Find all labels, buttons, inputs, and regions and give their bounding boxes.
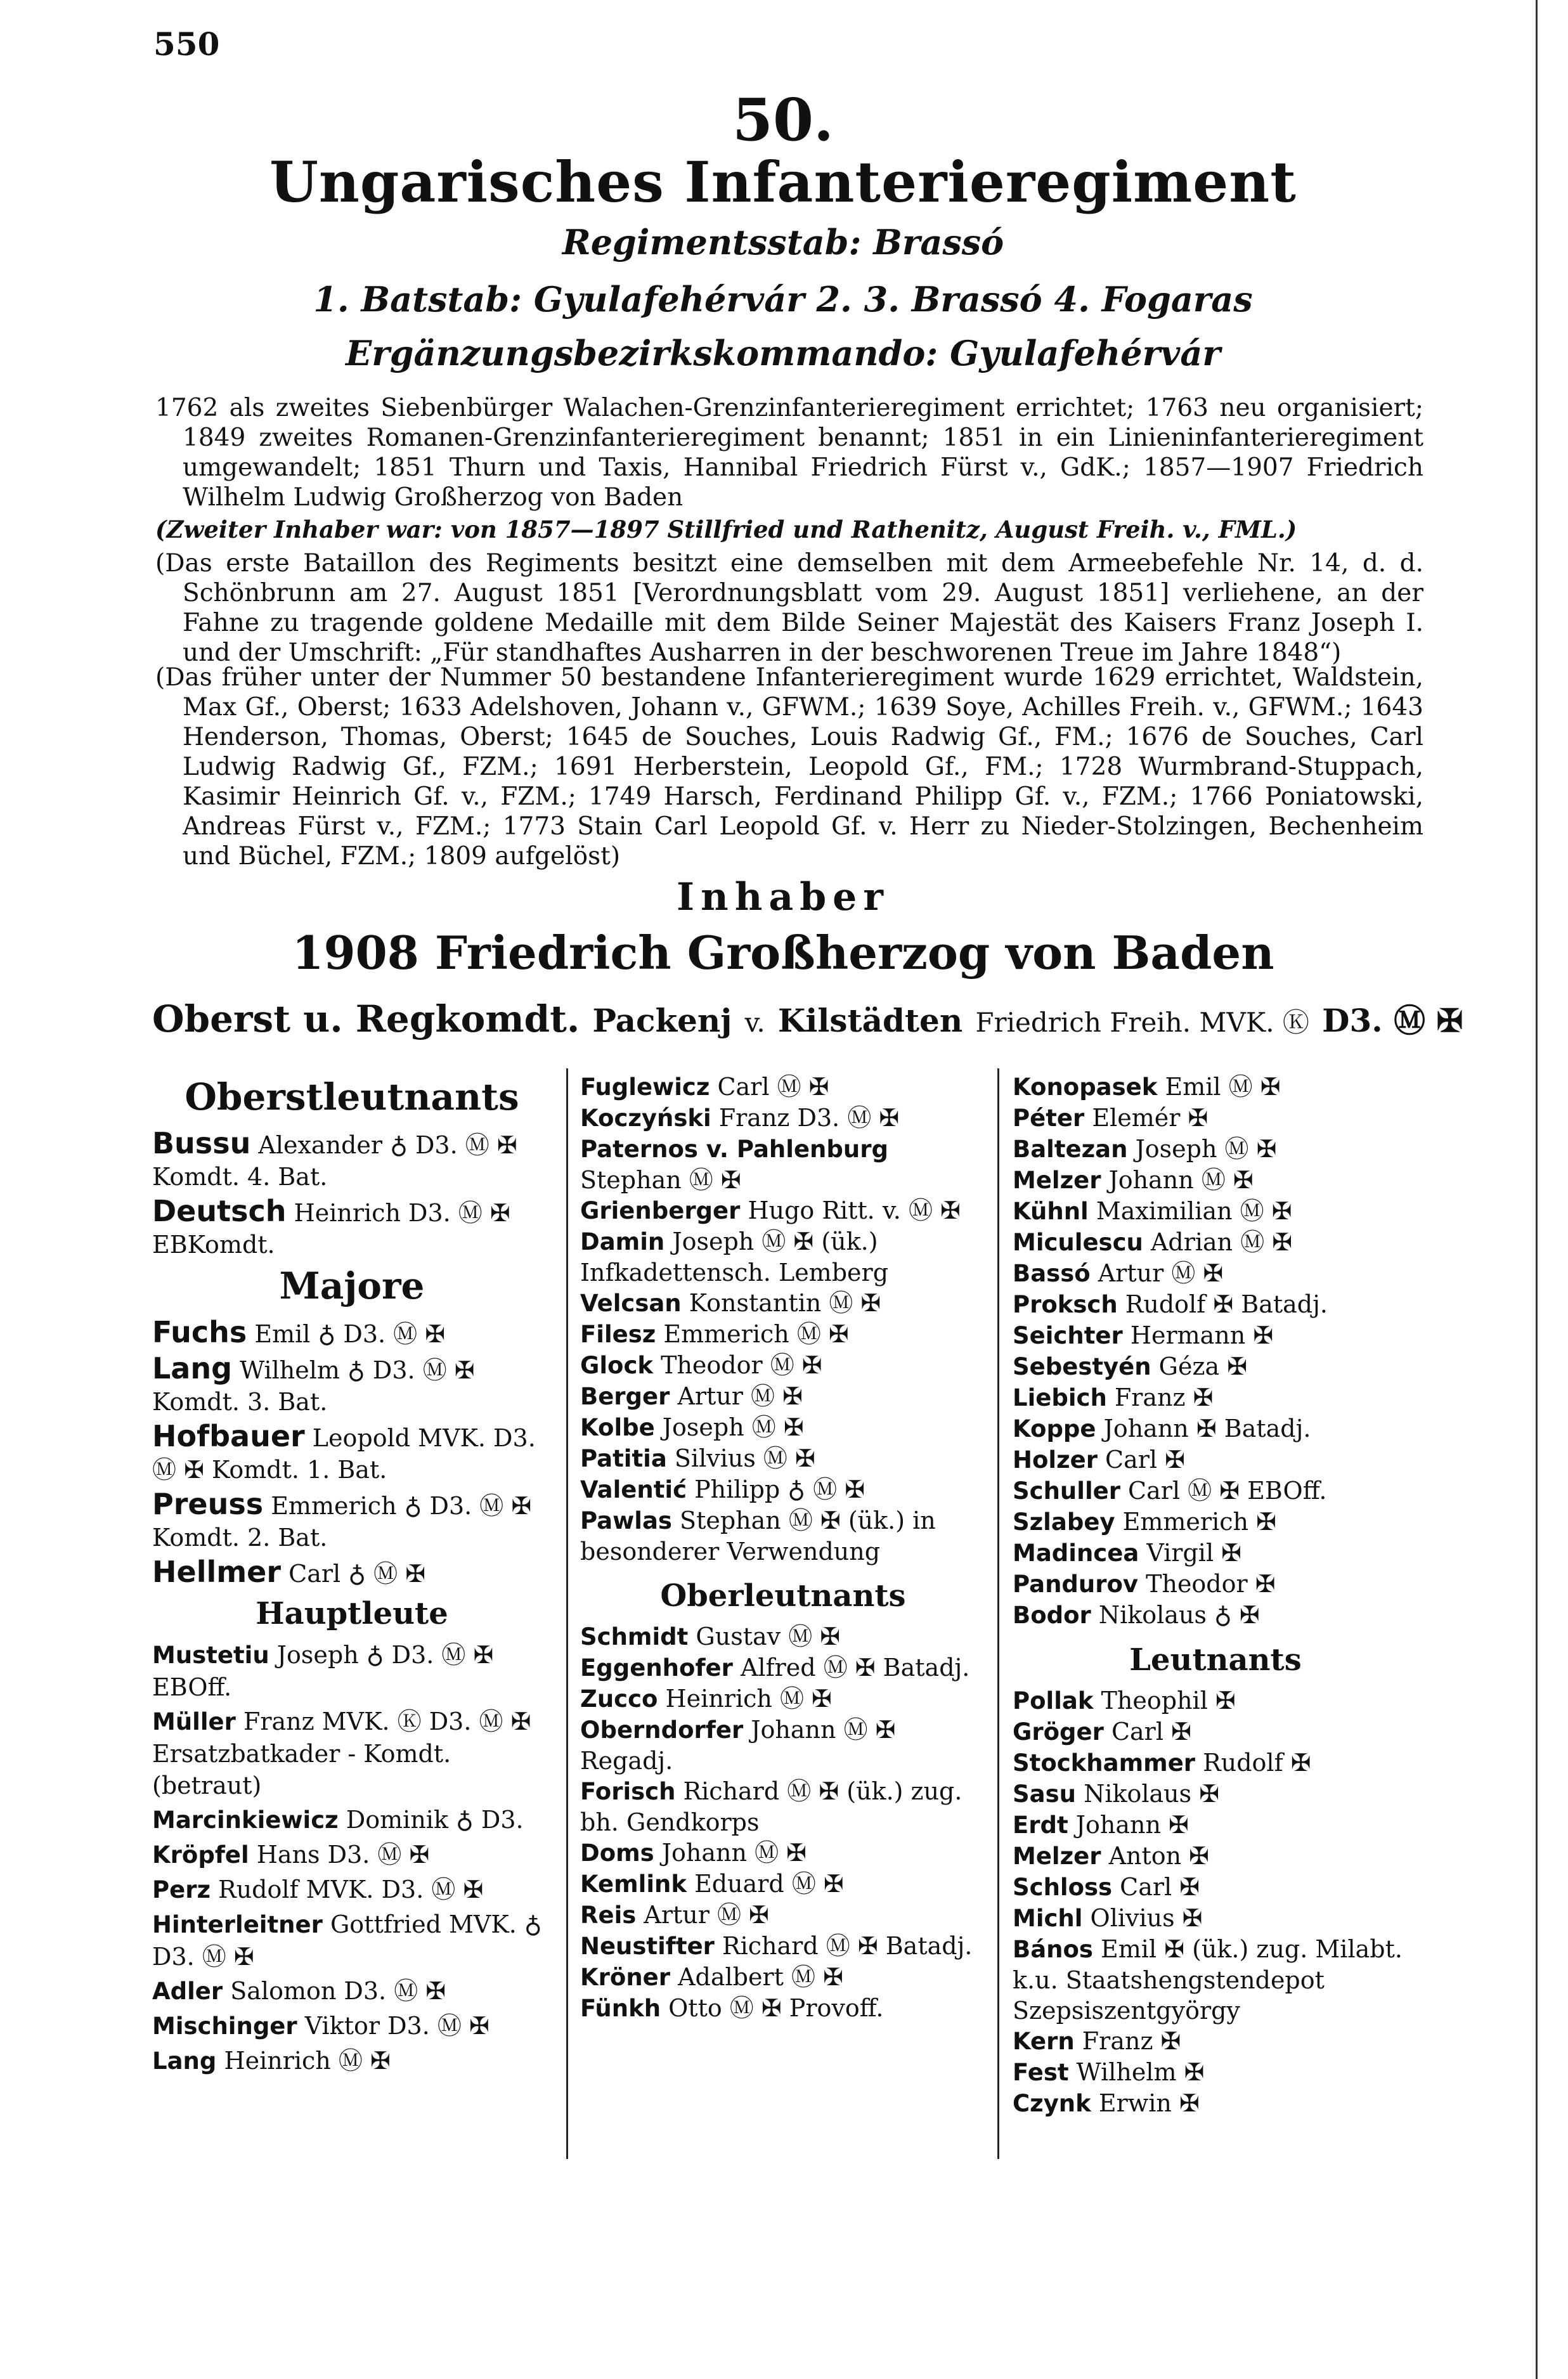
roster-entry <box>152 1352 552 1418</box>
roster-entry <box>1013 2026 1418 2057</box>
roster-entry <box>1013 1413 1418 1444</box>
officer-surname: Preuss <box>152 1487 264 1521</box>
officer-surname: Koczyński <box>580 1105 711 1132</box>
officer-surname: Neustifter <box>580 1933 715 1960</box>
roster-entry <box>1013 1685 1418 1716</box>
officer-details: Carl ♁ Ⓜ ✠ <box>281 1560 426 1588</box>
officer-details: Joseph Ⓜ ✠ (ük.) Infkadettensch. Lemberg <box>580 1228 889 1287</box>
officer-details: Stephan Ⓜ ✠ (ük.) in besonderer Verwendung <box>580 1507 936 1565</box>
officer-details: Hans D3. Ⓜ ✠ <box>249 1841 430 1869</box>
officer-details: Johann ✠ <box>1068 1811 1189 1839</box>
roster-entry <box>1013 1134 1418 1165</box>
officer-details: Carl ✠ <box>1097 1446 1185 1474</box>
roster-entry <box>580 1776 986 1838</box>
officer-surname: Miculescu <box>1013 1229 1143 1256</box>
heading-majore: Majore <box>279 1264 425 1307</box>
colonel-surname-b: Kilstädten <box>777 1002 963 1039</box>
officer-surname: Schloss <box>1013 1874 1113 1901</box>
history-paragraph-3 <box>155 548 1423 668</box>
roster-entry <box>1013 2057 1418 2088</box>
roster-entry <box>580 1381 986 1412</box>
column-divider-left <box>566 1068 568 2159</box>
officer-details: Anton ✠ <box>1101 1842 1210 1870</box>
officer-surname: Konopasek <box>1013 1073 1158 1101</box>
roster-entry <box>1013 1165 1418 1196</box>
officer-details: Emmerich ✠ <box>1115 1508 1276 1536</box>
officer-surname: Mustetiu <box>152 1642 269 1669</box>
officer-details: Joseph Ⓜ ✠ <box>654 1413 804 1441</box>
column-right <box>1013 1072 1418 2119</box>
battalion-staffs: 1. Batstab: Gyulafehérvár 2. 3. Brassó 4. Fogaras <box>313 279 1253 320</box>
roster-entry <box>1013 1538 1418 1569</box>
officer-details: Theodor ✠ <box>1138 1570 1276 1598</box>
officer-details: Hermann ✠ <box>1122 1321 1274 1349</box>
colonel-decorations: D3. Ⓜ ✠ <box>1322 1002 1463 1039</box>
officer-details: Johann Ⓜ ✠ <box>1101 1166 1254 1194</box>
list-leutnants <box>1013 1685 1418 2119</box>
officer-details: Joseph Ⓜ ✠ <box>1127 1135 1277 1163</box>
roster-entry <box>580 1869 986 1900</box>
officer-surname: Deutsch <box>152 1194 287 1228</box>
roster-entry <box>580 1838 986 1869</box>
officer-surname: Eggenhofer <box>580 1654 733 1682</box>
officer-details: Richard Ⓜ ✠ (ük.) zug. bh. Gendkorps <box>580 1777 962 1836</box>
officer-surname: Michl <box>1013 1905 1083 1932</box>
officer-surname: Fuchs <box>152 1315 247 1349</box>
roster-entry <box>1013 1810 1418 1841</box>
roster-entry <box>152 1909 552 1973</box>
officer-details: Rudolf MVK. D3. Ⓜ ✠ <box>211 1876 484 1903</box>
colonel-given: Friedrich Freih. MVK. Ⓚ <box>975 1007 1309 1038</box>
officer-details: Heinrich D3. Ⓜ ✠ EBKomdt. <box>152 1199 510 1259</box>
roster-entry <box>1013 1600 1418 1631</box>
officer-surname: Fünkh <box>580 1995 661 2022</box>
officer-surname: Fest <box>1013 2059 1069 2086</box>
officer-surname: Hofbauer <box>152 1419 305 1453</box>
roster-entry <box>580 1319 986 1350</box>
recruiting-district: Ergänzungsbezirkskommando: Gyulafehérvár <box>346 333 1221 373</box>
officer-surname: Valentić <box>580 1476 687 1503</box>
history-paragraph-2: (Zweiter Inhaber war: von 1857—1897 Stillfried und Rathenitz, August Freih. v., FML.) <box>155 515 1297 543</box>
roster-entry <box>580 1900 986 1931</box>
officer-details: Emmerich Ⓜ ✠ <box>656 1320 849 1348</box>
roster-entry <box>1013 1258 1418 1289</box>
roster-entry <box>152 1195 552 1261</box>
officer-surname: Perz <box>152 1876 211 1903</box>
officer-surname: Grienberger <box>580 1197 741 1224</box>
officer-details: Adrian Ⓜ ✠ <box>1143 1228 1293 1256</box>
officer-surname: Erdt <box>1013 1812 1068 1839</box>
officer-details: Franz D3. Ⓜ ✠ <box>711 1104 900 1132</box>
heading-oberstleutnants: Oberstleutnants <box>185 1075 519 1118</box>
officer-surname: Kern <box>1013 2028 1075 2055</box>
roster-entry <box>1013 1716 1418 1747</box>
officer-surname: Hellmer <box>152 1555 282 1589</box>
roster-entry <box>152 1804 552 1836</box>
officer-details: Gottfried MVK. ♁ D3. Ⓜ ✠ <box>152 1910 542 1971</box>
officer-details: Philipp ♁ Ⓜ ✠ <box>687 1475 865 1503</box>
roster-entry <box>1013 1872 1418 1903</box>
roster-entry <box>152 2010 552 2042</box>
officer-details: Joseph ♁ D3. Ⓜ ✠ EBOff. <box>152 1641 494 1701</box>
officer-surname: Bussu <box>152 1126 251 1160</box>
column-middle <box>580 1072 986 2024</box>
officer-details: Artur Ⓜ ✠ <box>636 1901 769 1929</box>
roster-entry <box>1013 1475 1418 1507</box>
roster-entry <box>1013 1903 1418 1934</box>
officer-details: Richard Ⓜ ✠ Batadj. <box>714 1932 973 1960</box>
roster-entry <box>580 1134 986 1195</box>
roster-entry <box>1013 1072 1418 1103</box>
officer-details: Virgil ✠ <box>1139 1539 1242 1567</box>
list-oberleutnants <box>580 1621 986 2024</box>
officer-surname: Koppe <box>1013 1415 1096 1442</box>
officer-surname: Paternos v. Pahlenburg <box>580 1136 888 1163</box>
roster-entry <box>580 1412 986 1443</box>
officer-surname: Glock <box>580 1352 654 1379</box>
officer-surname: Liebich <box>1013 1384 1107 1411</box>
history-text-3: (Das erste Bataillon des Regiments besitzt eine demselben mit dem Armeebefehle Nr. 14, d. d. Schönbrunn am 27. August 1851 [Verordnungsblatt vom 29. August 1851] verliehene, an der Fahne zu tragende goldene Medaille mit dem Bilde Seiner Majestät des Kaisers Franz Joseph I. und der Umschrift: „Für standhaftes Ausharren in der beschworenen Treue im Jahre 1848“) <box>155 549 1423 667</box>
roster-entry <box>1013 1507 1418 1538</box>
officer-surname: Bassó <box>1013 1260 1091 1287</box>
officer-details: Stephan Ⓜ ✠ <box>580 1166 741 1194</box>
officer-details: Emil Ⓜ ✠ <box>1157 1073 1281 1101</box>
roster-entry <box>1013 1382 1418 1413</box>
roster-entry <box>1013 2088 1418 2119</box>
officer-surname: Schmidt <box>580 1623 689 1650</box>
officer-surname: Mischinger <box>152 2013 297 2040</box>
roster-entry <box>1013 1569 1418 1600</box>
officer-surname: Kröpfel <box>152 1841 249 1869</box>
list-hauptleute <box>152 1639 552 2077</box>
officer-surname: Stockhammer <box>1013 1749 1196 1777</box>
officer-details: Eduard Ⓜ ✠ <box>686 1870 844 1898</box>
officer-surname: Damin <box>580 1228 665 1255</box>
officer-details: Carl Ⓜ ✠ EBOff. <box>1120 1477 1327 1505</box>
officer-surname: Schuller <box>1013 1477 1120 1505</box>
officer-details: Emil ♁ D3. Ⓜ ✠ <box>247 1320 446 1348</box>
colonel-rank: Oberst u. Regkomdt. <box>152 997 580 1040</box>
officer-details: Carl Ⓜ ✠ <box>709 1073 829 1101</box>
roster-entry <box>1013 1934 1418 2026</box>
inhaber-heading: Inhaber <box>677 875 890 919</box>
officer-details: Salomon D3. Ⓜ ✠ <box>223 1977 446 2005</box>
heading-oberleutnants: Oberleutnants <box>660 1578 906 1614</box>
officer-surname: Pandurov <box>1013 1571 1139 1598</box>
officer-surname: Lang <box>152 1351 233 1385</box>
officer-details: Otto Ⓜ ✠ Provoff. <box>661 1994 884 2022</box>
officer-details: Maximilian Ⓜ ✠ <box>1088 1197 1292 1225</box>
roster-entry <box>1013 1289 1418 1320</box>
officer-details: Artur Ⓜ ✠ <box>670 1382 803 1410</box>
roster-entry <box>580 1103 986 1134</box>
officer-details: Artur Ⓜ ✠ <box>1090 1259 1224 1287</box>
officer-details: Theophil ✠ <box>1093 1687 1236 1715</box>
officer-surname: Seichter <box>1013 1322 1123 1349</box>
officer-details: Leopold MVK. D3. Ⓜ ✠ Komdt. 1. Bat. <box>152 1424 536 1484</box>
roster-entry <box>1013 1779 1418 1810</box>
roster-entry <box>152 1839 552 1871</box>
officer-surname: Berger <box>580 1383 670 1410</box>
officer-surname: Gröger <box>1013 1718 1104 1746</box>
colonel-line <box>152 995 1463 1041</box>
officer-details: Konstantin Ⓜ ✠ <box>681 1289 881 1317</box>
officer-surname: Melzer <box>1013 1843 1101 1870</box>
officer-details: Olivius ✠ <box>1082 1904 1203 1932</box>
officer-details: Erwin ✠ <box>1091 2089 1200 2117</box>
roster-entry <box>580 1993 986 2024</box>
officer-surname: Proksch <box>1013 1291 1118 1318</box>
officer-surname: Bános <box>1013 1936 1093 1963</box>
list-hauptleute-continued <box>580 1072 986 1567</box>
officer-surname: Lang <box>152 2047 217 2075</box>
officer-surname: Müller <box>152 1708 236 1735</box>
officer-details: Wilhelm ✠ <box>1068 2058 1205 2086</box>
roster-entry <box>580 1288 986 1319</box>
roster-entry <box>152 1975 552 2007</box>
column-divider-right <box>997 1068 999 2159</box>
officer-details: Wilhelm ♁ D3. Ⓜ ✠ Komdt. 3. Bat. <box>152 1356 475 1416</box>
officer-surname: Kröner <box>580 1964 671 1991</box>
officer-surname: Sebestyén <box>1013 1353 1151 1380</box>
roster-entry <box>1013 1103 1418 1134</box>
history-text-4: (Das früher unter der Nummer 50 bestandene Infanterieregiment wurde 1629 errichtet, Waldstein, Max Gf., Oberst; 1633 Adelshoven, Johann v., GFWM.; 1639 Soye, Achilles Freih. v., GFWM.; 1643 Henderson, Thomas, Oberst; 1645 de Souches, Louis Radwig Gf., FM.; 1676 de Souches, Carl Ludwig Radwig Gf., FZM.; 1691 Herberstein, Leopold Gf., FM.; 1728 Wurmbrand-Stuppach, Kasimir Heinrich Gf. v., FZM.; 1749 Harsch, Ferdinand Philipp Gf. v., FZM.; 1766 Poniatowski, Andreas Fürst v., FZM.; 1773 Stain Carl Leopold Gf. v. Herr zu Nieder-Stolzingen, Bechenheim und Büchel, FZM.; 1809 aufgelöst) <box>155 663 1423 871</box>
officer-surname: Zucco <box>580 1685 658 1713</box>
officer-surname: Bodor <box>1013 1602 1091 1629</box>
officer-details: Theodor Ⓜ ✠ <box>653 1351 822 1379</box>
roster-entry <box>580 1715 986 1776</box>
roster-entry <box>580 1072 986 1103</box>
officer-surname: Velcsan <box>580 1290 682 1317</box>
officer-details: Viktor D3. Ⓜ ✠ <box>297 2012 489 2040</box>
roster-entry <box>580 1683 986 1715</box>
roster-entry <box>152 1706 552 1801</box>
page-title: Ungarisches Infanterieregiment <box>269 149 1297 215</box>
officer-surname: Reis <box>580 1902 637 1929</box>
officer-surname: Pawlas <box>580 1507 672 1534</box>
roster-entry <box>152 1639 552 1703</box>
officer-surname: Marcinkiewicz <box>152 1806 339 1834</box>
list-majore <box>152 1316 552 1590</box>
roster-entry <box>580 1443 986 1474</box>
officer-details: Johann Ⓜ ✠ <box>654 1839 807 1867</box>
inhaber-owner: 1908 Friedrich Großherzog von Baden <box>292 926 1274 980</box>
roster-entry <box>580 1474 986 1505</box>
page-edge-rule <box>1536 0 1538 2379</box>
officer-details: Silvius Ⓜ ✠ <box>666 1444 815 1472</box>
officer-details: Heinrich Ⓜ ✠ <box>658 1685 832 1713</box>
heading-hauptleute: Hauptleute <box>256 1596 448 1631</box>
roster-entry <box>580 1350 986 1381</box>
officer-surname: Szlabey <box>1013 1508 1115 1536</box>
officer-surname: Madincea <box>1013 1540 1139 1567</box>
heading-leutnants: Leutnants <box>1129 1642 1302 1678</box>
officer-surname: Adler <box>152 1978 223 2005</box>
officer-surname: Holzer <box>1013 1446 1098 1474</box>
officer-surname: Czynk <box>1013 2090 1091 2117</box>
regiment-number: 50. <box>732 86 834 154</box>
officer-surname: Doms <box>580 1839 654 1867</box>
roster-entry <box>152 1874 552 1906</box>
officer-details: Hugo Ritt. v. Ⓜ ✠ <box>740 1196 961 1224</box>
list-oberstleutnants <box>152 1127 552 1261</box>
officer-details: Nikolaus ✠ <box>1075 1780 1220 1808</box>
officer-details: Dominik ♁ D3. <box>338 1806 524 1834</box>
roster-entry <box>1013 1841 1418 1872</box>
roster-entry <box>1013 1747 1418 1779</box>
roster-entry <box>152 1316 552 1350</box>
roster-entry <box>152 1556 552 1590</box>
officer-surname: Oberndorfer <box>580 1716 744 1744</box>
officer-details: Rudolf ✠ Batadj. <box>1117 1290 1328 1318</box>
officer-details: Emmerich ♁ D3. Ⓜ ✠ Komdt. 2. Bat. <box>152 1492 532 1552</box>
roster-entry <box>580 1621 986 1652</box>
roster-entry <box>580 1652 986 1683</box>
list-oberleutnants-continued <box>1013 1072 1418 1631</box>
officer-details: Elemér ✠ <box>1084 1104 1208 1132</box>
officer-details: Johann ✠ Batadj. <box>1096 1415 1311 1442</box>
roster-entry <box>580 1962 986 1993</box>
roster-entry <box>580 1226 986 1288</box>
roster-entry <box>1013 1351 1418 1382</box>
officer-surname: Patitia <box>580 1445 667 1472</box>
officer-details: Alfred Ⓜ ✠ Batadj. <box>732 1654 970 1682</box>
roster-entry <box>1013 1196 1418 1227</box>
officer-details: Franz MVK. Ⓚ D3. Ⓜ ✠ Ersatzbatkader - Komdt. (betraut) <box>152 1708 531 1799</box>
officer-details: Carl ✠ <box>1112 1873 1200 1901</box>
roster-entry <box>152 1488 552 1553</box>
history-paragraph-4 <box>155 663 1423 871</box>
officer-details: Géza ✠ <box>1151 1352 1248 1380</box>
officer-details: Gustav Ⓜ ✠ <box>688 1623 841 1650</box>
officer-surname: Baltezan <box>1013 1136 1128 1163</box>
officer-details: Franz ✠ <box>1106 1384 1214 1411</box>
officer-details: Emil ✠ (ük.) zug. Milabt. k.u. Staatshengstendepot Szepsiszentgyörgy <box>1013 1935 1403 2025</box>
roster-entry <box>580 1195 986 1226</box>
officer-surname: Melzer <box>1013 1167 1101 1194</box>
officer-surname: Sasu <box>1013 1780 1076 1808</box>
colonel-surname-a: Packenj <box>592 1002 732 1039</box>
roster-entry <box>152 1127 552 1193</box>
roster-entry <box>580 1505 986 1567</box>
roster-entry <box>152 2045 552 2077</box>
officer-surname: Fuglewicz <box>580 1073 710 1101</box>
officer-surname: Pollak <box>1013 1687 1094 1715</box>
roster-entry <box>1013 1444 1418 1475</box>
page-number: 550 <box>153 25 220 63</box>
officer-details: Franz ✠ <box>1074 2027 1181 2055</box>
history-paragraph-1 <box>155 393 1423 512</box>
officer-surname: Kemlink <box>580 1870 687 1898</box>
officer-surname: Forisch <box>580 1778 676 1805</box>
officer-details: Johann Ⓜ ✠ Regadj. <box>580 1716 896 1775</box>
regiment-staff: Regimentsstab: Brassó <box>562 222 1004 263</box>
officer-surname: Kolbe <box>580 1414 655 1441</box>
column-left <box>152 1072 552 2080</box>
officer-details: Nikolaus ♁ ✠ <box>1091 1601 1260 1629</box>
officer-surname: Péter <box>1013 1105 1085 1132</box>
officer-details: Rudolf ✠ <box>1195 1749 1311 1777</box>
roster-entry <box>580 1931 986 1962</box>
roster-entry <box>1013 1320 1418 1351</box>
officer-details: Adalbert Ⓜ ✠ <box>670 1963 843 1991</box>
roster-entry <box>1013 1227 1418 1258</box>
officer-details: Alexander ♁ D3. Ⓜ ✠ Komdt. 4. Bat. <box>152 1131 517 1191</box>
officer-details: Carl ✠ <box>1103 1718 1191 1746</box>
officer-surname: Filesz <box>580 1321 656 1348</box>
history-text-1: 1762 als zweites Siebenbürger Walachen-Grenzinfanterieregiment errichtet; 1763 neu organisiert; 1849 zweites Romanen-Grenzinfanterieregiment benannt; 1851 in ein Linieninfanterieregiment umgewandelt; 1851 Thurn und Taxis, Hannibal Friedrich Fürst v., GdK.; 1857—1907 Friedrich Wilhelm Ludwig Großherzog von Baden <box>155 394 1423 512</box>
officer-surname: Hinterleitner <box>152 1911 323 1938</box>
roster-entry <box>152 1420 552 1486</box>
officer-surname: Kühnl <box>1013 1198 1089 1225</box>
colonel-particle: v. <box>744 1007 765 1038</box>
officer-details: Heinrich Ⓜ ✠ <box>216 2047 391 2075</box>
